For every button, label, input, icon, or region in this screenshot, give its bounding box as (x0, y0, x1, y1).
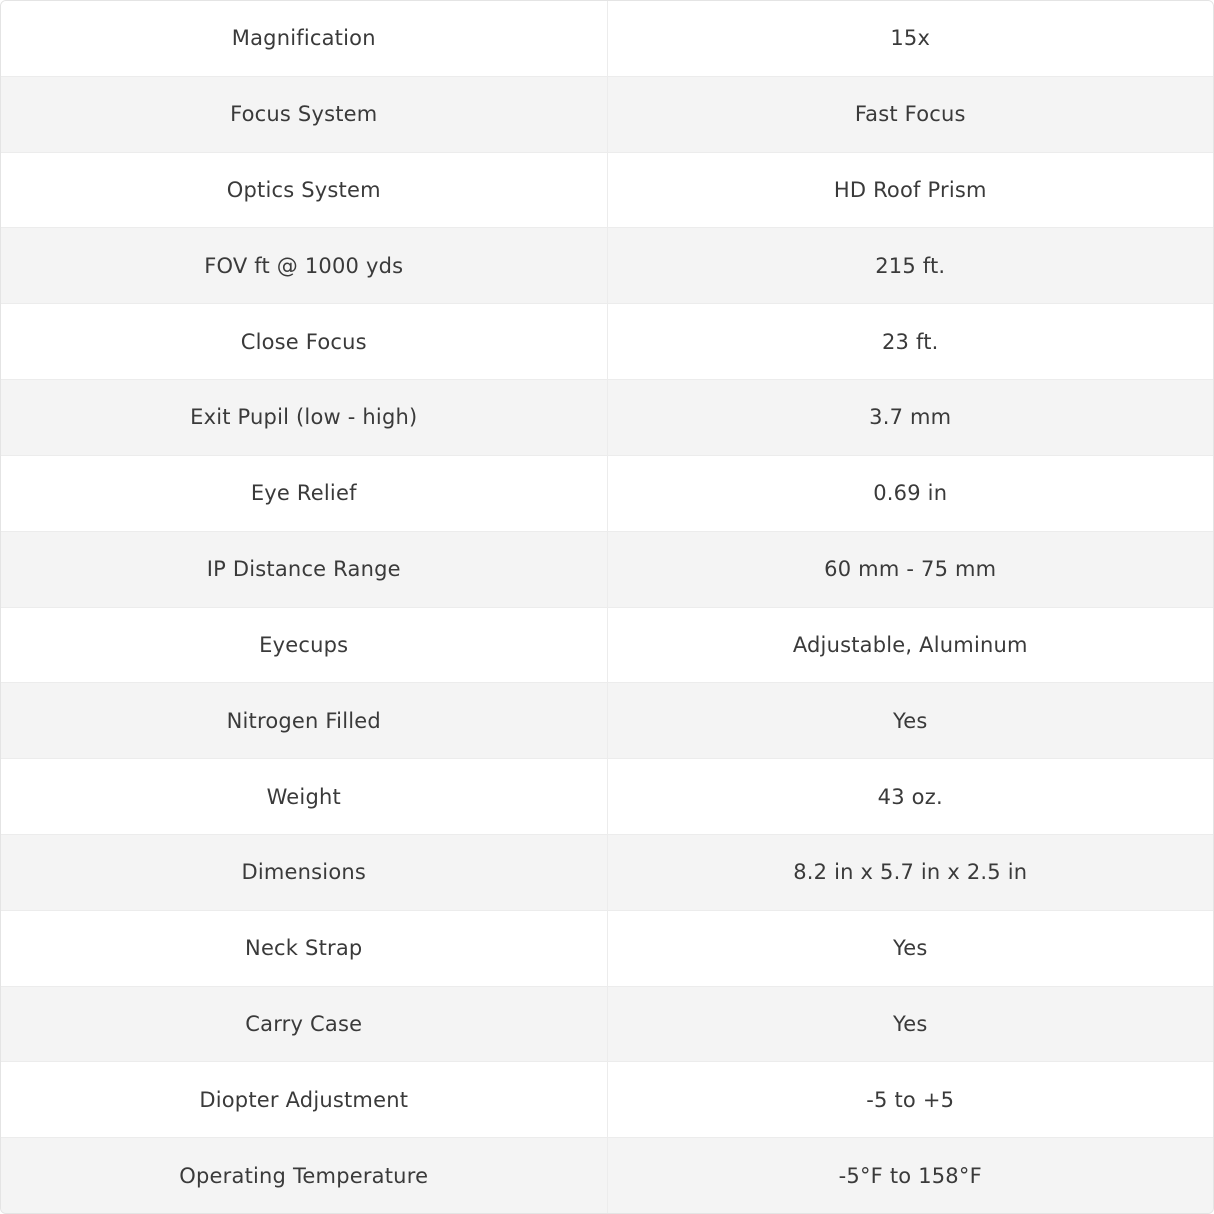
spec-label: Close Focus (1, 304, 608, 379)
spec-label: Neck Strap (1, 911, 608, 986)
spec-label: Focus System (1, 77, 608, 152)
table-row (1, 304, 1213, 380)
table-row (1, 835, 1213, 911)
spec-value: 0.69 in (873, 481, 948, 506)
table-row (1, 987, 1213, 1063)
table-row (1, 1062, 1213, 1138)
spec-label: Optics System (1, 153, 608, 228)
table-row (1, 153, 1213, 229)
spec-value: Fast Focus (854, 102, 966, 127)
spec-value: -5°F to 158°F (838, 1163, 982, 1188)
spec-value: 8.2 in x 5.7 in x 2.5 in (793, 860, 1028, 885)
spec-value: Yes (893, 936, 928, 961)
spec-label: Dimensions (1, 835, 608, 910)
spec-value: Yes (893, 708, 928, 733)
spec-label: Operating Temperature (1, 1138, 608, 1213)
table-row (1, 532, 1213, 608)
spec-value: -5 to +5 (866, 1087, 955, 1112)
spec-label: Carry Case (1, 987, 608, 1062)
table-row (1, 77, 1213, 153)
spec-label: IP Distance Range (1, 532, 608, 607)
table-row (1, 1, 1213, 77)
spec-value: Yes (893, 1011, 928, 1036)
table-row (1, 911, 1213, 987)
spec-value: 23 ft. (881, 329, 939, 354)
spec-value: 43 oz. (877, 784, 943, 809)
table-row (1, 380, 1213, 456)
spec-value: Adjustable, Aluminum (792, 632, 1028, 657)
spec-value: 215 ft. (875, 253, 946, 278)
spec-label: Magnification (1, 1, 608, 76)
spec-label: Eye Relief (1, 456, 608, 531)
spec-label: FOV ft @ 1000 yds (1, 228, 608, 303)
spec-label: Exit Pupil (low - high) (1, 380, 608, 455)
spec-value: HD Roof Prism (833, 178, 987, 203)
spec-label: Diopter Adjustment (1, 1062, 608, 1137)
spec-value: 15x (890, 26, 931, 51)
table-row (1, 228, 1213, 304)
table-row (1, 456, 1213, 532)
table-row (1, 683, 1213, 759)
table-row (1, 608, 1213, 684)
table-row (1, 1138, 1213, 1213)
spec-value: 3.7 mm (869, 405, 952, 430)
spec-label: Weight (1, 759, 608, 834)
spec-label: Nitrogen Filled (1, 683, 608, 758)
spec-label: Eyecups (1, 608, 608, 683)
spec-value: 60 mm - 75 mm (824, 557, 997, 582)
table-row (1, 759, 1213, 835)
